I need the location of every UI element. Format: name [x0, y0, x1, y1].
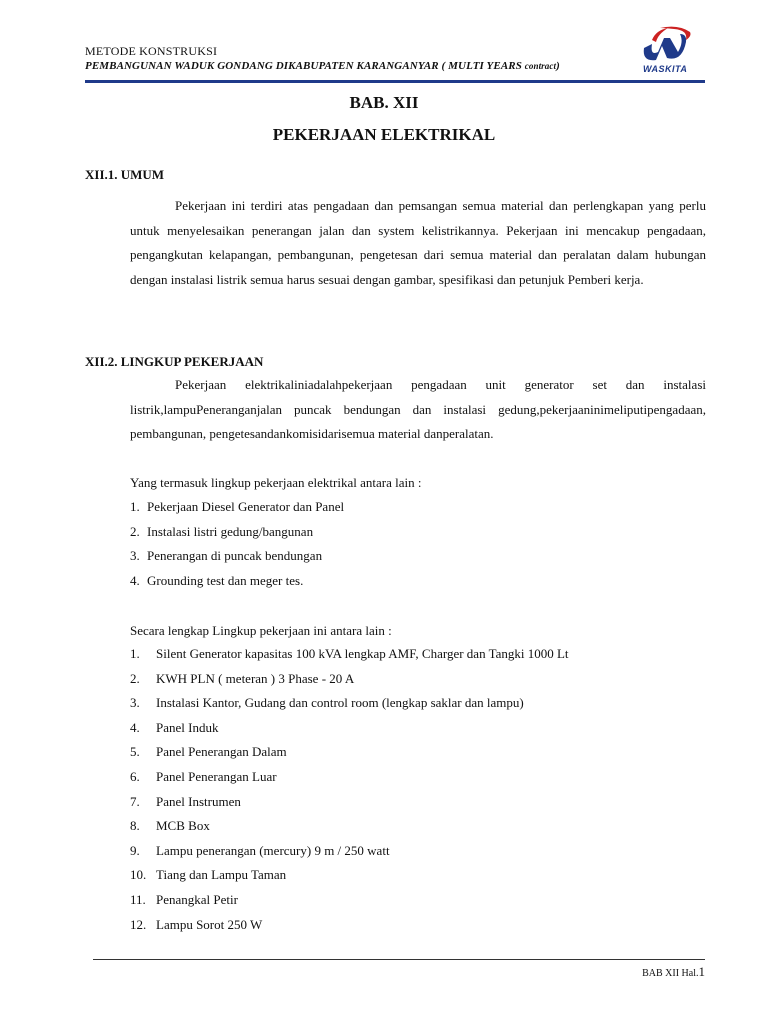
- list-item: [130, 667, 569, 692]
- header-title: METODE KONSTRUKSI: [85, 44, 218, 58]
- list-item-number: 3.: [130, 548, 140, 564]
- list-item: [130, 888, 569, 913]
- list-item-number: 4.: [130, 572, 140, 588]
- list-item-text: Lampu penerangan (mercury) 9 m / 250 watt: [156, 842, 390, 858]
- list-item: [130, 716, 569, 741]
- section-heading-umum: XII.1. UMUM: [85, 167, 165, 182]
- list-item-text: Tiang dan Lampu Taman: [156, 867, 287, 883]
- list-item-number: 12.: [130, 916, 147, 932]
- list-item: [130, 520, 344, 545]
- page-number: 1: [698, 964, 705, 979]
- section-heading-lingkup: XII.2. LINGKUP PEKERJAAN: [85, 354, 264, 369]
- list-intro-1: Yang termasuk lingkup pekerjaan elektrikal antara lain :: [130, 475, 422, 490]
- logo-text: WASKITA: [643, 64, 688, 74]
- scope-list-short: [130, 495, 344, 593]
- list-item-number: 8.: [130, 818, 140, 834]
- list-item-text: Pekerjaan Diesel Generator dan Panel: [147, 499, 345, 514]
- list-item-number: 6.: [130, 768, 140, 784]
- section-paragraph-lingkup: Pekerjaan elektrikaliniadalahpekerjaan pengadaan unit generator set dan instalasi listrik,lampuPeneranganjalan puncak bendungan dan instalasi gedung,pekerjaaninimeliputipengadaan, pembangunan, pengetesandankomisidarisemua material danperalatan.: [130, 377, 706, 442]
- footer-divider: [93, 959, 705, 960]
- list-item-number: 7.: [130, 793, 140, 809]
- list-item-number: 4.: [130, 719, 140, 735]
- list-item: [130, 863, 569, 888]
- list-item-number: 2.: [130, 670, 140, 686]
- list-item-number: 2.: [130, 523, 140, 539]
- chapter-number: BAB. XII: [349, 93, 419, 112]
- footer-label: BAB XII Hal.: [642, 968, 699, 979]
- list-item-text: Panel Instrumen: [156, 793, 241, 809]
- scope-list-full: [130, 642, 569, 937]
- header-project-end: ): [556, 60, 560, 72]
- list-item-text: Instalasi listri gedung/bangunan: [147, 523, 314, 539]
- page-footer: [642, 964, 705, 980]
- list-item: [130, 839, 569, 864]
- list-item-text: Lampu Sorot 250 W: [156, 916, 263, 932]
- list-item: [130, 765, 569, 790]
- list-item-number: 10.: [130, 867, 147, 883]
- list-item-text: Penangkal Petir: [156, 891, 238, 907]
- list-item-number: 11.: [130, 891, 146, 907]
- list-item-text: KWH PLN ( meteran ) 3 Phase - 20 A: [156, 670, 355, 686]
- list-item: [130, 544, 344, 569]
- list-intro-2: Secara lengkap Lingkup pekerjaan ini antara lain :: [130, 623, 392, 638]
- list-item: [130, 642, 569, 667]
- header-project-contract: contract: [524, 61, 557, 71]
- list-item-text: Panel Induk: [156, 719, 219, 735]
- list-item-number: 9.: [130, 842, 140, 858]
- list-item: [130, 691, 569, 716]
- list-item: [130, 913, 569, 938]
- header-divider: [85, 80, 705, 83]
- list-item: [130, 495, 344, 520]
- list-item-text: Silent Generator kapasitas 100 kVA lengkap AMF, Charger dan Tangki 1000 Lt: [156, 646, 569, 661]
- list-item-text: MCB Box: [156, 818, 210, 834]
- list-item-text: Panel Penerangan Dalam: [156, 744, 287, 760]
- list-item-number: 3.: [130, 695, 140, 711]
- section-paragraph-umum: Pekerjaan ini terdiri atas pengadaan dan pemsangan semua material dan perlengkapan yang perlu untuk menyelesaikan penerangan jalan dan system kelistrikannya. Pekerjaan ini mencakup pengadaan, pengangkutan kelapangan, pembangunan, pengetesan dari semua material dan peralatan dalam hubungan dengan instalasi listrik semua harus sesuai dengan gambar, spesifikasi dan petunjuk Pemberi kerja.: [130, 198, 706, 287]
- list-item-text: Instalasi Kantor, Gudang dan control room (lengkap saklar dan lampu): [156, 695, 524, 711]
- header-project-main: PEMBANGUNAN WADUK GONDANG DIKABUPATEN KARANGANYAR ( MULTI YEARS: [85, 60, 525, 72]
- list-item-number: 1.: [130, 499, 140, 514]
- list-item: [130, 740, 569, 765]
- chapter-title: PEKERJAAN ELEKTRIKAL: [272, 125, 496, 144]
- header-project: [85, 60, 560, 72]
- list-item-number: 5.: [130, 744, 140, 760]
- list-item-number: 1.: [130, 646, 140, 661]
- list-item-text: Penerangan di puncak bendungan: [147, 548, 323, 564]
- list-item: [130, 569, 344, 594]
- list-item: [130, 814, 569, 839]
- list-item-text: Grounding test dan meger tes.: [147, 572, 304, 588]
- list-item: [130, 790, 569, 815]
- list-item-text: Panel Penerangan Luar: [156, 768, 277, 784]
